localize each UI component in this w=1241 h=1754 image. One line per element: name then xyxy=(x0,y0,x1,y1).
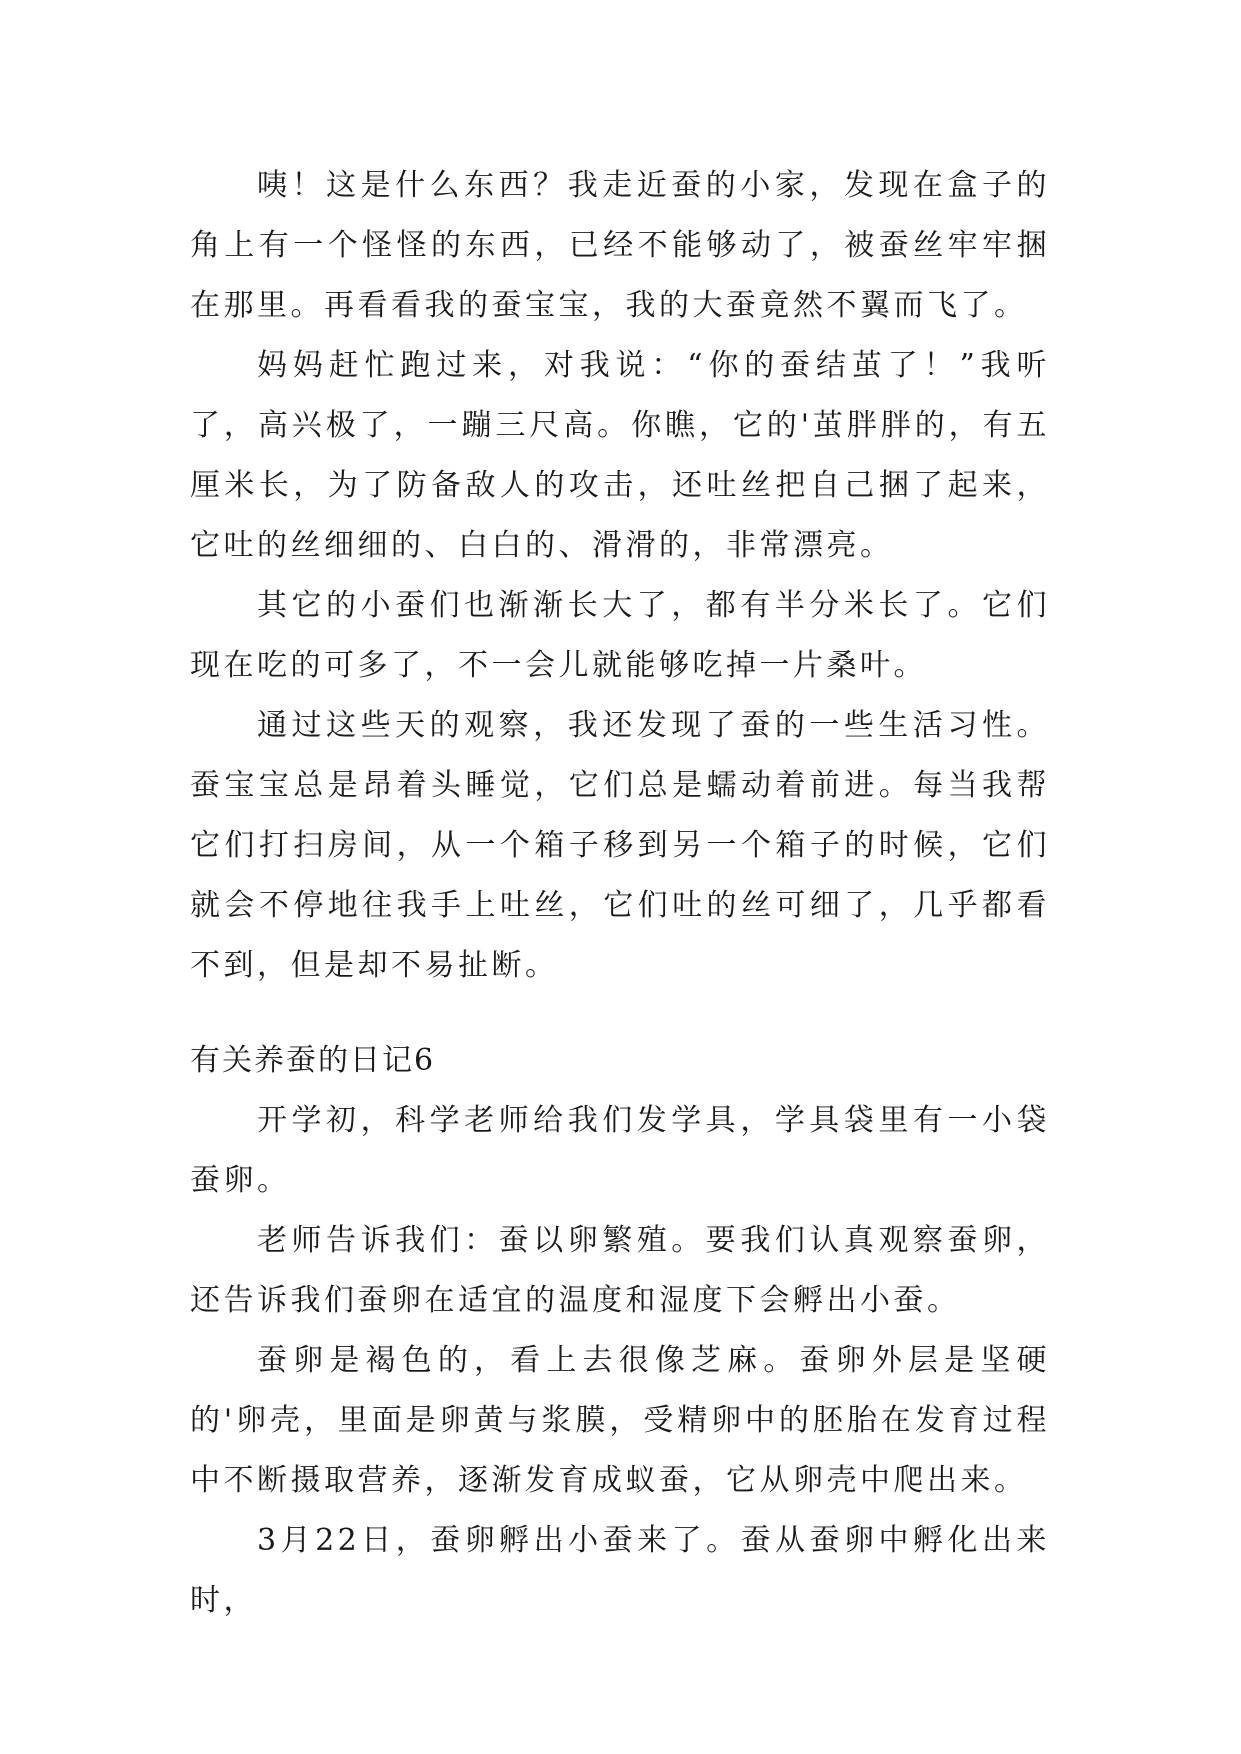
paragraph: 咦！这是什么东西？我走近蚕的小家，发现在盒子的角上有一个怪怪的东西，已经不能够动了，被蚕丝牢牢捆在那里。再看看我的蚕宝宝，我的大蚕竟然不翼而飞了。 xyxy=(190,168,1050,323)
diary-section-6 xyxy=(190,1091,1050,1631)
paragraph: 通过这些天的观察，我还发现了蚕的一些生活习性。蚕宝宝总是昂着头睡觉，它们总是蠕动着前进。每当我帮它们打扫房间，从一个箱子移到另一个箱子的时候，它们就会不停地往我手上吐丝，它们吐的丝可细了，几乎都看不到，但是却不易扯断。 xyxy=(190,708,1050,983)
diary-heading: 有关养蚕的日记6 xyxy=(190,1043,436,1078)
paragraph: 妈妈赶忙跑过来，对我说：“你的蚕结茧了！”我听了，高兴极了，一蹦三尺高。你瞧，它的'茧胖胖的，有五厘米长，为了防备敌人的攻击，还吐丝把自己捆了起来，它吐的丝细细的、白白的、滑滑的，非常漂亮。 xyxy=(190,348,1050,563)
paragraph: 其它的小蚕们也渐渐长大了，都有半分米长了。它们现在吃的可多了，不一会儿就能够吃掉一片桑叶。 xyxy=(190,588,1050,683)
paragraph: 3月22日，蚕卵孵出小蚕来了。蚕从蚕卵中孵化出来时， xyxy=(190,1523,1050,1618)
paragraph: 蚕卵是褐色的，看上去很像芝麻。蚕卵外层是坚硬的'卵壳，里面是卵黄与浆膜，受精卵中的胚胎在发育过程中不断摄取营养，逐渐发育成蚁蚕，它从卵壳中爬出来。 xyxy=(190,1343,1050,1498)
diary-section-continued xyxy=(190,156,1050,996)
paragraph: 开学初，科学老师给我们发学具，学具袋里有一小袋蚕卵。 xyxy=(190,1103,1050,1198)
paragraph: 老师告诉我们：蚕以卵繁殖。要我们认真观察蚕卵，还告诉我们蚕卵在适宜的温度和湿度下会孵出小蚕。 xyxy=(190,1223,1050,1318)
